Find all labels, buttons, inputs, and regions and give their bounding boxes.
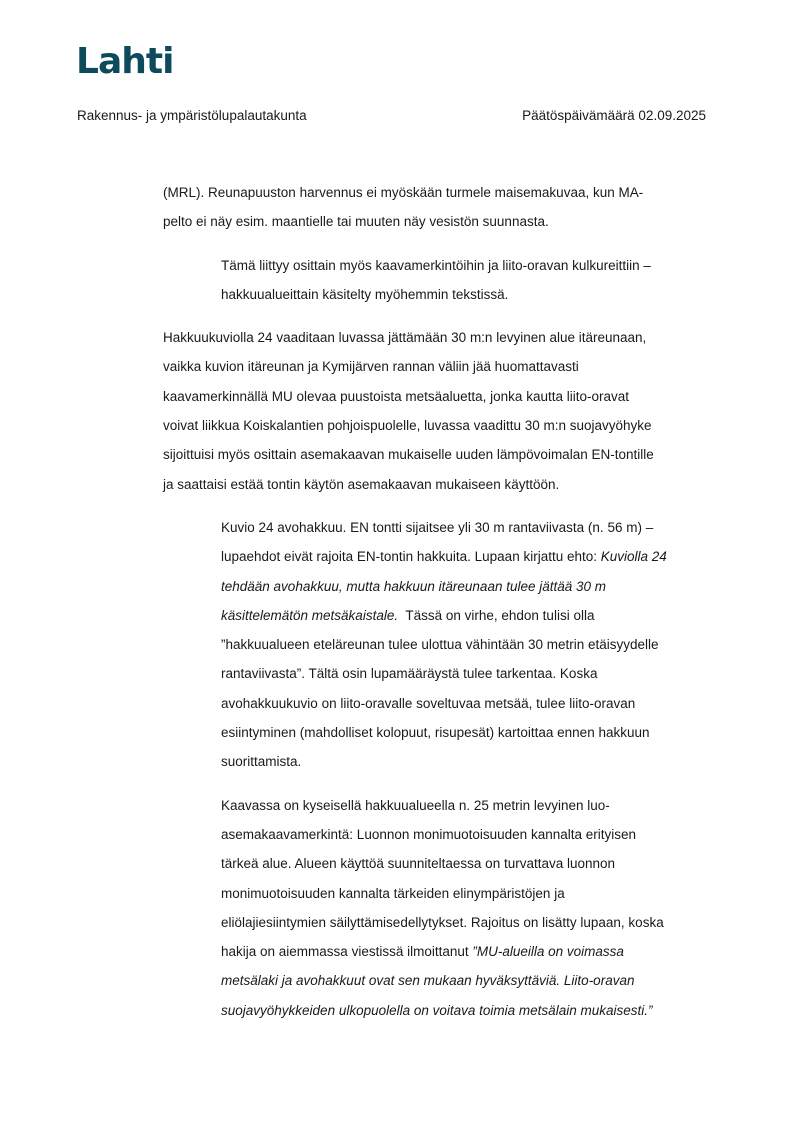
text-line: monimuotoisuuden kannalta tärkeiden elinympäristöjen ja (221, 885, 565, 901)
text-line: suojavyöhykkeiden ulkopuolella on voitava toimia metsälain mukaisesti.” (221, 1002, 653, 1018)
lahti-logo: Lahti (76, 41, 174, 82)
department-name: Rakennus- ja ympäristölupalautakunta (77, 108, 307, 123)
paragraph-3 (163, 323, 711, 499)
text-line: ja saattaisi estää tontin käytön asemakaavan mukaiseen käyttöön. (163, 476, 560, 492)
paragraph-4 (221, 513, 711, 777)
italic-fragment: käsittelemätön metsäkaistale. (221, 607, 399, 623)
text-line: sijoittuisi myös osittain asemakaavan mukaiselle uuden lämpövoimalan EN-tontille (163, 447, 654, 463)
text-line: hakkuualueittain käsitelty myöhemmin tekstissä. (221, 286, 509, 302)
italic-fragment: Kuviolla 24 (600, 549, 667, 565)
text-fragment: lupaehdot eivät rajoita EN-tontin hakkuita. Lupaan kirjattu ehto: (221, 549, 601, 565)
text-line: avohakkuukuvio on liito-oravalle soveltuvaa metsää, tulee liito-oravan (221, 695, 636, 711)
text-line: Kaavassa on kyseisellä hakkuualueella n. 25 metrin levyinen luo- (221, 797, 610, 813)
text-line: Tämä liittyy osittain myös kaavamerkintöihin ja liito-oravan kulkureittiin – (221, 257, 651, 273)
italic-fragment: ”MU-alueilla on voimassa (472, 944, 624, 960)
text-line: metsälaki ja avohakkuut ovat sen mukaan hyväksyttäviä. Liito-oravan (221, 973, 635, 989)
text-line: tehdään avohakkuu, mutta hakkuun itäreunaan tulee jättää 30 m (221, 578, 607, 594)
text-line: voivat liikkua Koiskalantien pohjoispuolelle, luvassa vaadittu 30 m:n suojavyöhyke (163, 418, 652, 434)
text-line: kaavamerkinnällä MU olevaa puustoista metsäaluetta, jonka kautta liito-oravat (163, 388, 629, 404)
text-line: Hakkuukuviolla 24 vaaditaan luvassa jättämään 30 m:n levyinen alue itäreunaan, (163, 330, 647, 346)
text-line: asemakaavamerkintä: Luonnon monimuotoisuuden kannalta erityisen (221, 826, 636, 842)
text-line (221, 601, 711, 630)
text-line: suorittamista. (221, 754, 302, 770)
text-line: rantaviivasta”. Tältä osin lupamääräystä tulee tarkentaa. Koska (221, 666, 598, 682)
text-line (221, 542, 711, 571)
decision-date: Päätöspäivämäärä 02.09.2025 (522, 108, 706, 123)
text-line: ”hakkuualueen eteläreunan tulee ulottua vähintään 30 metrin etäisyydelle (221, 637, 659, 653)
paragraph-2 (221, 251, 711, 310)
text-line: tärkeä alue. Alueen käyttöä suunniteltaessa on turvattava luonnon (221, 856, 616, 872)
text-line: vaikka kuvion itäreunan ja Kymijärven rannan väliin jää huomattavasti (163, 359, 579, 375)
text-fragment: Tässä on virhe, ehdon tulisi olla (398, 607, 595, 623)
document-body (163, 178, 711, 1039)
text-fragment: hakija on aiemmassa viestissä ilmoittanut (221, 944, 473, 960)
text-line: esiintyminen (mahdolliset kolopuut, risupesät) kartoittaa ennen hakkuun (221, 725, 650, 741)
text-line: eliölajiesiintymien säilyttämisedellytykset. Rajoitus on lisätty lupaan, koska (221, 914, 664, 930)
paragraph-5 (221, 791, 711, 1025)
text-line: (MRL). Reunapuuston harvennus ei myöskään turmele maisemakuvaa, kun MA- (163, 185, 644, 200)
text-line: Kuvio 24 avohakkuu. EN tontti sijaitsee yli 30 m rantaviivasta (n. 56 m) – (221, 519, 654, 535)
text-line: pelto ei näy esim. maantielle tai muuten näy vesistön suunnasta. (163, 214, 549, 230)
text-line (221, 937, 711, 966)
paragraph-1 (163, 178, 711, 237)
